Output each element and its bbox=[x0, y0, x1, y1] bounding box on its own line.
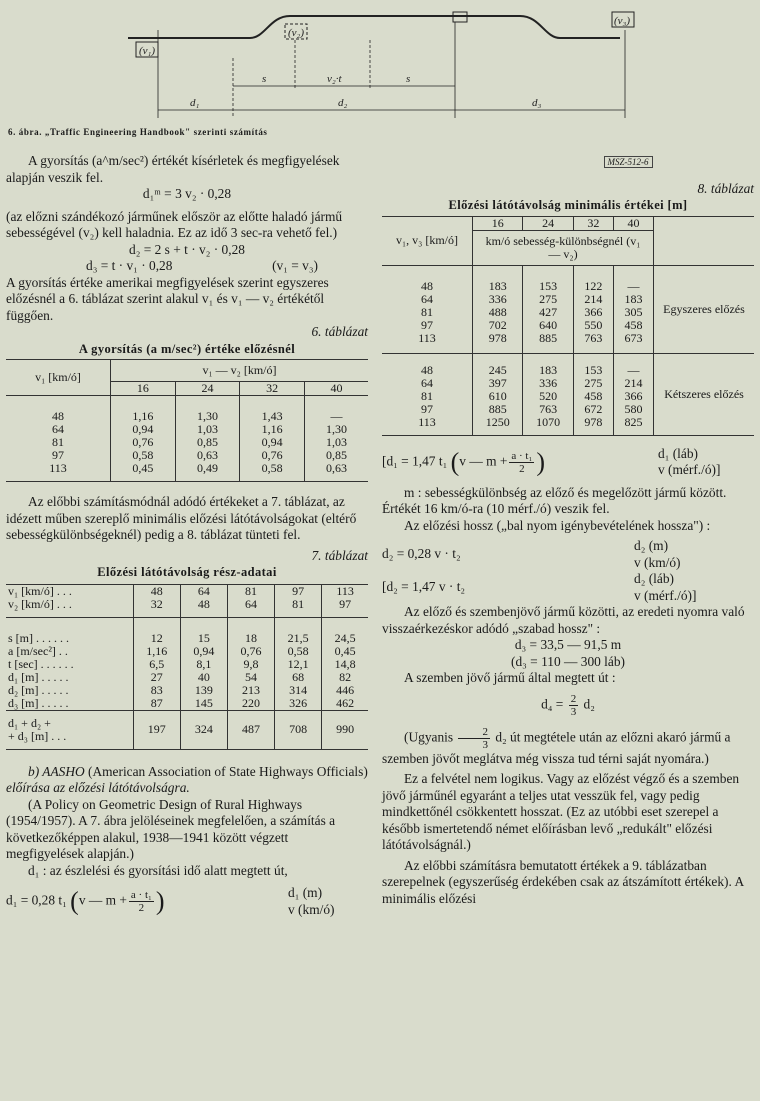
fig-label-v2: (v₂) bbox=[288, 27, 305, 39]
table-cell: 0,85 bbox=[326, 448, 347, 462]
units bbox=[288, 885, 368, 918]
table-cell: 64 bbox=[227, 598, 274, 618]
table-cell: 275 bbox=[573, 377, 613, 390]
paragraph: m : sebességkülönbség az előző és megelőzött jármű között. Értékét 16 km/ó-ra (10 mérf./ó) veszik fel. bbox=[382, 484, 727, 516]
table-cell: t [sec] . . . . . . bbox=[6, 658, 133, 671]
table-cell: 978 bbox=[473, 332, 523, 354]
paren: ) bbox=[155, 886, 165, 916]
table-cell: 81 bbox=[382, 306, 473, 319]
table-cell: 1,16 bbox=[133, 645, 180, 658]
table-header: 32 bbox=[240, 382, 305, 396]
table-row bbox=[6, 671, 368, 684]
table-cell: 885 bbox=[473, 403, 523, 416]
table-body bbox=[6, 584, 368, 710]
table-cell: 763 bbox=[573, 332, 613, 354]
table-cell: 326 bbox=[275, 697, 322, 711]
table-cell: 763 bbox=[523, 403, 573, 416]
equation bbox=[382, 447, 545, 476]
unit: d₁ (m) bbox=[288, 885, 323, 900]
table-cell: 87 bbox=[133, 697, 180, 711]
unit: d₂ (láb) bbox=[634, 571, 674, 586]
table-cell: 610 bbox=[473, 390, 523, 403]
table-cell: — bbox=[613, 353, 653, 377]
text-span: (Ugyanis bbox=[404, 729, 454, 745]
table-cell: 446 bbox=[336, 682, 355, 697]
fig-label-s2: s bbox=[406, 73, 411, 85]
table-cell: 366 bbox=[573, 306, 613, 319]
table-label: 6. táblázat bbox=[311, 324, 368, 339]
overtaking-diagram bbox=[0, 0, 760, 125]
table-cell: 1,16 bbox=[111, 396, 176, 424]
table-cell: 366 bbox=[613, 390, 653, 403]
unit: v (mérf./ó)] bbox=[634, 587, 697, 603]
unit: v (km/ó) bbox=[288, 901, 335, 917]
table-row bbox=[6, 617, 368, 645]
table-cell: 0,85 bbox=[175, 436, 240, 449]
equation-row bbox=[382, 571, 754, 604]
table-cell: 32 bbox=[133, 598, 180, 618]
table-cell: 153 bbox=[523, 265, 573, 293]
paragraph: A gyorsítás (a^m/sec²) értékét kísérletek és megfigyelések alapján veszik fel. bbox=[6, 153, 340, 185]
table-cell: 462 bbox=[336, 695, 355, 710]
paragraph: Ez a felvétel nem logikus. Vagy az előzést végző és a szemben jövő járműnél egyaránt a teljes utat vesszük fel, vagy pedig mindkettőnél csökkentett hosszat. (Ez az utóbbi eset szerepel a később ismertetendő német előírásban levő „redukált" előzési látótávolságnál.) bbox=[382, 771, 740, 852]
equation-row bbox=[6, 258, 368, 275]
figure-caption: 6. ábra. „Traffic Engineering Handbook" szerinti számítás bbox=[8, 127, 268, 137]
table-cell: d₁ [m] . . . . . bbox=[6, 671, 133, 684]
table-cell: 21,5 bbox=[275, 617, 322, 645]
paragraph bbox=[382, 726, 754, 768]
fig-label-v2t: v₂·t bbox=[327, 73, 342, 85]
table-cell: 214 bbox=[613, 377, 653, 390]
table-cell: 97 bbox=[382, 319, 473, 332]
equation bbox=[6, 886, 165, 916]
table-header: v₁, v₃ [km/ó] bbox=[382, 216, 473, 265]
table-cell: 0,45 bbox=[111, 462, 176, 482]
denominator: 3 bbox=[570, 705, 577, 718]
table-row bbox=[382, 265, 754, 293]
table-cell: 885 bbox=[523, 332, 573, 354]
table-cell: — bbox=[613, 265, 653, 293]
table-cell: v₁ [km/ó] . . . bbox=[6, 584, 133, 598]
unit: d₁ (láb) bbox=[658, 445, 698, 461]
equation-term: v — m + bbox=[78, 892, 127, 908]
paragraph: Az előzési hossz („bal nyom igénybevételének hossza") : bbox=[404, 517, 711, 533]
table-cell: 81 bbox=[275, 598, 322, 618]
table-body bbox=[6, 396, 368, 482]
units bbox=[634, 571, 754, 604]
numerator: 2 bbox=[458, 726, 490, 739]
table-cell: 97 bbox=[382, 403, 473, 416]
fig-label-d1: d₁ bbox=[190, 97, 200, 109]
fraction bbox=[509, 450, 534, 475]
table-cell: 990 bbox=[336, 722, 355, 736]
standard-ref bbox=[502, 153, 754, 171]
table-header: v₁ — v₂ [km/ó] bbox=[111, 360, 369, 382]
table-cell: 145 bbox=[180, 697, 227, 711]
fig-label-s1: s bbox=[262, 73, 267, 85]
table-cell: 1,43 bbox=[240, 396, 305, 424]
fig-label-d3: d₃ bbox=[532, 97, 542, 109]
table-cell: 18 bbox=[227, 617, 274, 645]
table-cell: 24,5 bbox=[334, 630, 356, 645]
table-cell: 81 bbox=[382, 390, 473, 403]
table-cell: 305 bbox=[613, 306, 653, 319]
table-cell: 197 bbox=[133, 710, 180, 749]
table-row bbox=[6, 396, 368, 424]
paren: ( bbox=[450, 447, 460, 476]
table-cell: 1,30 bbox=[175, 396, 240, 424]
table-header: 16 bbox=[111, 382, 176, 396]
equation-term: v — m + bbox=[459, 453, 508, 469]
equation: d₂ = 0,28 v · t₂ bbox=[382, 546, 461, 562]
paragraph: Az előbbi számításra bemutatott értékek a 9. táblázatban szerepelnek (egyszerűség érdekében csak az átszámított értékek). A minimális előzési bbox=[382, 857, 744, 906]
table-cell: 550 bbox=[573, 319, 613, 332]
fraction bbox=[569, 693, 579, 718]
table-cell: 0,94 bbox=[111, 423, 176, 436]
fig-label-v1: (v₁) bbox=[139, 45, 156, 57]
table-cell: 12 bbox=[133, 617, 180, 645]
table-cell: s [m] . . . . . . bbox=[6, 617, 133, 645]
equation: (d₃ = 110 — 300 láb) bbox=[511, 653, 625, 669]
table-cell: 702 bbox=[473, 319, 523, 332]
table-header: 32 bbox=[573, 216, 613, 230]
denominator: 2 bbox=[138, 902, 145, 914]
table-cell: 27 bbox=[133, 671, 180, 684]
unit: v (km/ó) bbox=[634, 554, 681, 570]
table-cell: 97 bbox=[339, 596, 352, 611]
table-cell: 520 bbox=[523, 390, 573, 403]
table-cell: d₂ [m] . . . . . bbox=[6, 684, 133, 697]
table-cell: 487 bbox=[227, 710, 274, 749]
table-cell: 314 bbox=[275, 684, 322, 697]
table-cell: 0,63 bbox=[175, 449, 240, 462]
table-cell: 183 bbox=[523, 353, 573, 377]
paragraph: A gyorsítás értéke amerikai megfigyelések szerint egyszeres előzésnél a 6. táblázat szerint alakul v₁ és v₁ — v₂ értékétől függően. bbox=[6, 274, 329, 323]
table-header: 24 bbox=[523, 216, 573, 230]
numerator: a · t₁ bbox=[511, 449, 533, 462]
table-header: 16 bbox=[473, 216, 523, 230]
equation-lhs: [d₁ = 1,47 t₁ bbox=[382, 453, 448, 469]
table-header: v₁ [km/ó] bbox=[6, 360, 111, 396]
units bbox=[634, 538, 754, 571]
table-cell: — bbox=[330, 409, 343, 423]
table-cell: 113 bbox=[382, 332, 473, 354]
table-cell bbox=[6, 710, 133, 749]
table-8 bbox=[382, 216, 754, 436]
fig-label-d2: d₂ bbox=[338, 97, 348, 109]
table-header: km/ó sebesség-különbségnél (v₁ — v₂) bbox=[473, 230, 654, 265]
paragraph: (A Policy on Geometric Design of Rural Highways (1954/1957). A 7. ábra jelöléseinek megfelelően, a számítás a következőképpen alakul, 1938—1941 között végzett megfigyelések alapján.) bbox=[6, 796, 336, 861]
table-cell: 220 bbox=[227, 697, 274, 711]
table-cell: 245 bbox=[473, 353, 523, 377]
table-row bbox=[6, 645, 368, 658]
equation: d₂ = 2 s + t · v₂ · 0,28 bbox=[129, 241, 245, 257]
equation-note: (v₁ = v₃) bbox=[272, 258, 318, 273]
text-span: előírása az előzési látótávolságra. bbox=[6, 780, 190, 795]
table-cell: 0,58 bbox=[275, 645, 322, 658]
table-cell: 48 bbox=[133, 584, 180, 598]
paragraph: Az előző és szembenjövő jármű közötti, az eredeti nyomra való visszaérkezéskor adódó „szabad hossz" : bbox=[382, 604, 745, 636]
table-cell: 1,30 bbox=[326, 422, 347, 436]
left-column bbox=[6, 153, 368, 918]
table-cell: v₂ [km/ó] . . . bbox=[6, 598, 133, 618]
equation-lhs: d₄ = bbox=[541, 696, 564, 712]
table-row bbox=[6, 462, 368, 482]
table-cell: 82 bbox=[339, 669, 352, 684]
table-cell: Kétszeres előzés bbox=[664, 386, 744, 401]
table-label: 7. táblázat bbox=[311, 547, 368, 563]
stamp: MSZ-512-6 bbox=[604, 156, 653, 168]
numerator: 2 bbox=[570, 692, 577, 705]
table-cell: 1,03 bbox=[175, 423, 240, 436]
table-cell: 0,63 bbox=[326, 461, 347, 475]
equation-row bbox=[382, 446, 754, 479]
table-cell: 825 bbox=[613, 416, 653, 436]
table-7 bbox=[6, 584, 368, 750]
denominator: 3 bbox=[482, 738, 488, 751]
table-cell: 48 bbox=[382, 353, 473, 377]
table-cell: 97 bbox=[275, 584, 322, 598]
sum-line-2: + d₃ [m] . . . bbox=[8, 728, 67, 743]
table-6 bbox=[6, 359, 368, 482]
table-cell: 15 bbox=[180, 617, 227, 645]
table-cell: 64 bbox=[6, 423, 111, 436]
table-cell: 0,76 bbox=[240, 449, 305, 462]
table-cell: 64 bbox=[382, 377, 473, 390]
equation bbox=[382, 693, 754, 718]
table-header: 24 bbox=[175, 382, 240, 396]
table-cell: 1,16 bbox=[240, 423, 305, 436]
table-body bbox=[382, 265, 754, 435]
paren: ( bbox=[70, 886, 79, 916]
equation: d₃ = 33,5 — 91,5 m bbox=[514, 637, 622, 652]
table-row bbox=[6, 584, 368, 598]
table-cell: 0,58 bbox=[111, 449, 176, 462]
units bbox=[658, 446, 754, 479]
table-cell: a [m/sec²] . . bbox=[6, 645, 133, 658]
table-cell: 336 bbox=[473, 293, 523, 306]
table-label: 8. táblázat bbox=[697, 180, 754, 196]
table-cell: 640 bbox=[523, 319, 573, 332]
paragraph bbox=[6, 764, 368, 797]
table-cell: 83 bbox=[133, 684, 180, 697]
table-cell: 427 bbox=[523, 306, 573, 319]
section-head: b) AASHO bbox=[28, 763, 85, 779]
equation-term: d₂ bbox=[583, 696, 595, 712]
table-cell: 0,76 bbox=[111, 436, 176, 449]
table-cell: 113 bbox=[6, 462, 111, 482]
table-cell: 488 bbox=[473, 306, 523, 319]
fraction bbox=[129, 889, 154, 914]
table-cell: 48 bbox=[6, 396, 111, 424]
table-cell: 9,8 bbox=[227, 658, 274, 671]
table-cell: 12,1 bbox=[275, 658, 322, 671]
table-cell: 0,94 bbox=[240, 436, 305, 449]
sum-line-1: d₁ + d₂ + bbox=[8, 715, 51, 730]
table-cell: 1,03 bbox=[326, 435, 347, 449]
table-cell: 458 bbox=[573, 390, 613, 403]
table-cell: Egyszeres előzés bbox=[663, 301, 745, 316]
table-cell: 48 bbox=[180, 598, 227, 618]
table-row bbox=[6, 684, 368, 697]
equation: d₁ᵐ = 3 v₂ · 0,28 bbox=[142, 186, 232, 201]
table-title: Előzési látótávolság rész-adatai bbox=[97, 565, 277, 579]
denominator: 2 bbox=[519, 462, 525, 475]
table-cell: 14,8 bbox=[334, 656, 356, 671]
table-cell: 1250 bbox=[473, 416, 523, 436]
table-cell: 183 bbox=[613, 293, 653, 306]
table-cell: 54 bbox=[227, 671, 274, 684]
table-cell: 978 bbox=[573, 416, 613, 436]
table-cell: 153 bbox=[573, 353, 613, 377]
table-cell: 324 bbox=[180, 710, 227, 749]
table-row bbox=[6, 658, 368, 671]
table-title: A gyorsítás (a m/sec²) értéke előzésnél bbox=[78, 341, 296, 356]
table-cell: 1070 bbox=[523, 416, 573, 436]
table-cell: 81 bbox=[6, 436, 111, 449]
table-cell: 0,94 bbox=[180, 645, 227, 658]
paragraph: (az előzni szándékozó járműnek először az előtte haladó jármű sebességével (v₂) kell haladnia. Ez az idő 3 sec-ra vehető fel.) bbox=[6, 208, 343, 240]
table-cell bbox=[654, 216, 755, 265]
table-cell: 708 bbox=[275, 710, 322, 749]
table-cell: 0,58 bbox=[240, 462, 305, 482]
table-cell: 139 bbox=[180, 684, 227, 697]
fig-label-v3: (v₃) bbox=[614, 15, 631, 27]
table-cell: 97 bbox=[6, 449, 111, 462]
paren: ) bbox=[536, 447, 545, 476]
equation: d₃ = t · v₁ · 0,28 bbox=[86, 258, 173, 273]
table-cell: 48 bbox=[382, 265, 473, 293]
table-cell: 64 bbox=[180, 584, 227, 598]
table-title: Előzési látótávolság minimális értékei [m] bbox=[448, 198, 688, 212]
table-cell: 0,45 bbox=[334, 643, 356, 658]
table-cell: 672 bbox=[573, 403, 613, 416]
table-header: 40 bbox=[330, 381, 343, 395]
fraction bbox=[458, 726, 490, 751]
table-cell: 81 bbox=[227, 584, 274, 598]
table-cell: 68 bbox=[275, 671, 322, 684]
equation: [d₂ = 1,47 v · t₂ bbox=[382, 579, 466, 595]
table-cell: 275 bbox=[523, 293, 573, 306]
paragraph: d₁ : az észlelési és gyorsítási idő alatt megtett út, bbox=[28, 862, 288, 878]
table-cell: d₃ [m] . . . . . bbox=[6, 697, 133, 711]
table-cell: 0,76 bbox=[227, 645, 274, 658]
table-cell: 183 bbox=[473, 265, 523, 293]
table-cell: 6,5 bbox=[133, 658, 180, 671]
table-cell: 113 bbox=[336, 583, 354, 598]
table-cell: 580 bbox=[613, 403, 653, 416]
text-span: d₂ út megtétele után az előzni akaró jármű a szemben jövőt meglátva még vissza tud térni saját nyomára.) bbox=[382, 729, 731, 766]
equation-row bbox=[382, 538, 754, 571]
paragraph: Az előbbi számításmódnál adódó értékeket a 7. táblázat, az idézett műben szereplő minimális előzési látótávolságokat (eltérő sebességkülönbségeknél) pedig a 8. táblázat tünteti fel. bbox=[6, 494, 357, 542]
table-cell: 0,49 bbox=[175, 462, 240, 482]
table-cell: 113 bbox=[382, 416, 473, 436]
paragraph: A szemben jövő jármű által megtett út : bbox=[404, 670, 616, 685]
table-cell: 673 bbox=[613, 332, 653, 354]
table-cell: 40 bbox=[180, 671, 227, 684]
table-cell: 8,1 bbox=[180, 658, 227, 671]
table-row bbox=[6, 697, 368, 711]
table-cell: 213 bbox=[227, 684, 274, 697]
right-column bbox=[382, 153, 754, 907]
numerator: a · t₁ bbox=[130, 889, 152, 901]
table-row bbox=[382, 353, 754, 377]
table-cell: 458 bbox=[613, 319, 653, 332]
table-cell: 397 bbox=[473, 377, 523, 390]
table-header: 40 bbox=[613, 216, 653, 230]
table-row bbox=[6, 598, 368, 618]
equation-lhs: d₁ = 0,28 t₁ bbox=[6, 892, 67, 908]
text-span: (American Association of State Highways Officials) bbox=[84, 763, 368, 779]
equation-row bbox=[6, 885, 368, 918]
table-cell: 122 bbox=[573, 265, 613, 293]
unit: v (mérf./ó)] bbox=[658, 462, 721, 477]
table-cell: 214 bbox=[573, 293, 613, 306]
unit: d₂ (m) bbox=[634, 538, 669, 553]
table-cell: 64 bbox=[382, 293, 473, 306]
table-cell: 336 bbox=[523, 377, 573, 390]
